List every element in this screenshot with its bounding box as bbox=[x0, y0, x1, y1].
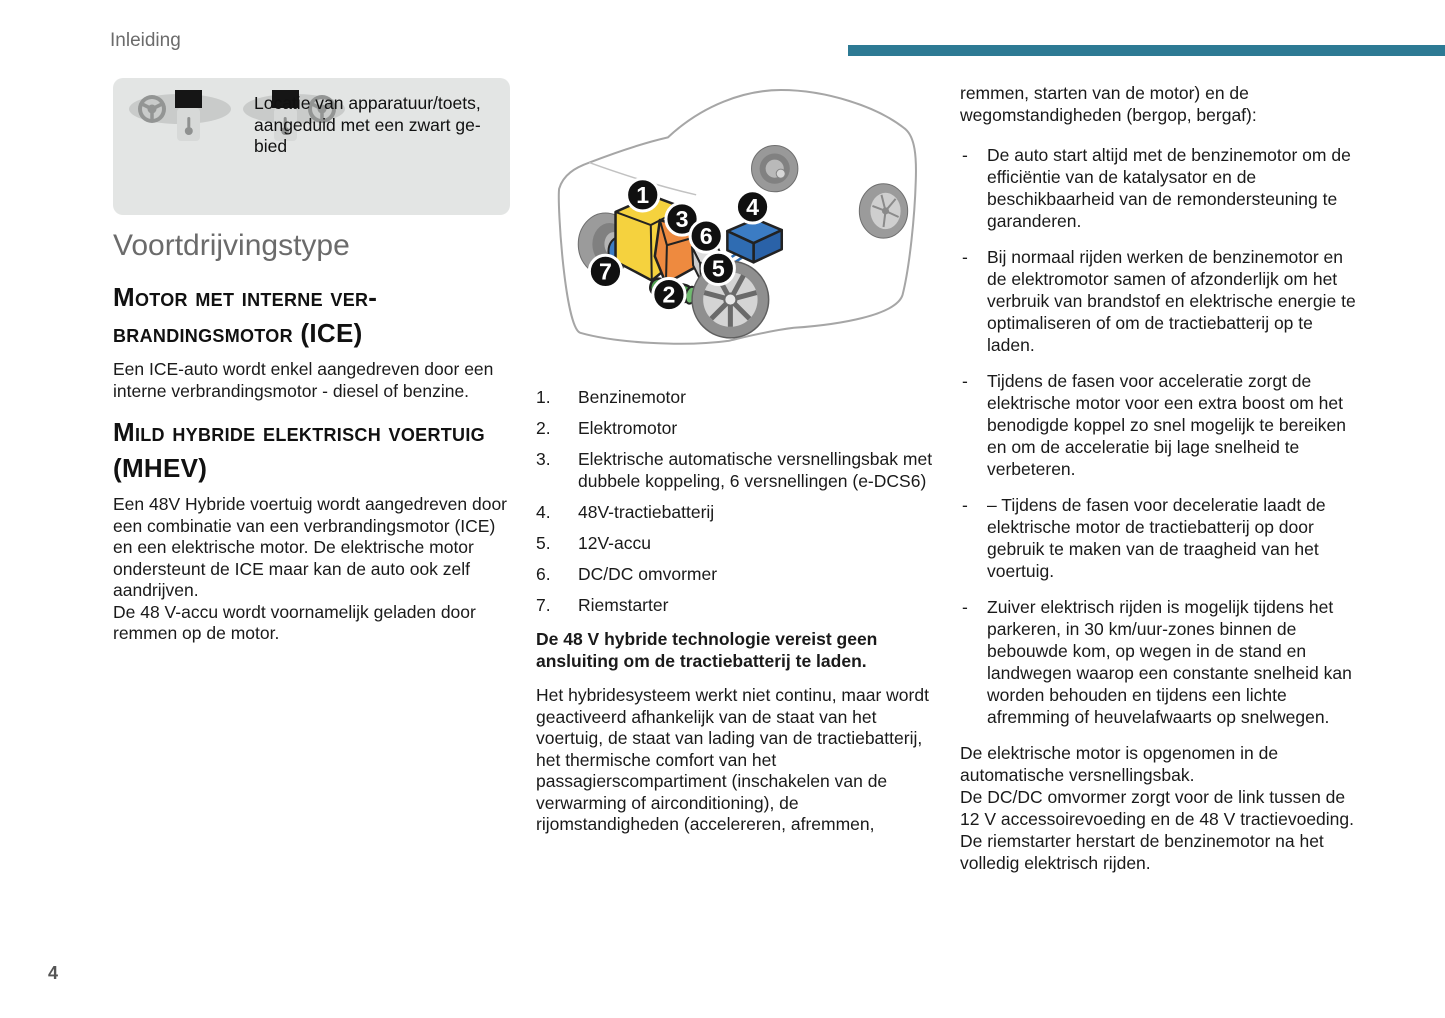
list-label: Riemstarter bbox=[578, 594, 669, 615]
list-item bbox=[536, 595, 940, 617]
callout-6 bbox=[690, 220, 722, 252]
svg-text:5: 5 bbox=[711, 255, 725, 282]
callout-5 bbox=[702, 252, 734, 284]
paragraph-mhev-2: De 48 V-accu wordt voornamelijk geladen door remmen op de motor. bbox=[113, 601, 476, 643]
bullet-dash: - bbox=[962, 247, 968, 267]
svg-text:7: 7 bbox=[599, 258, 612, 285]
list-number: 7. bbox=[536, 594, 551, 615]
right-column bbox=[960, 82, 1362, 874]
list-number: 1. bbox=[536, 387, 551, 407]
left-column bbox=[113, 229, 515, 645]
car-diagram-illustration bbox=[553, 83, 941, 355]
section-header: Inleiding bbox=[110, 30, 181, 51]
closing-paragraphs bbox=[960, 742, 1362, 874]
bullet-item bbox=[960, 370, 1362, 480]
powertrain-diagram bbox=[553, 83, 941, 355]
svg-text:1: 1 bbox=[636, 181, 650, 208]
list-label: Benzinemotor bbox=[578, 387, 686, 407]
callout-4 bbox=[736, 191, 768, 223]
list-label: Elektromotor bbox=[578, 418, 678, 438]
svg-text:2: 2 bbox=[662, 281, 676, 308]
bullet-dash: - bbox=[962, 495, 968, 515]
paragraph-ice: Een ICE-auto wordt enkel aangedreven door een interne verbrandingsmotor - diesel of benzine. bbox=[113, 359, 494, 401]
list-item bbox=[536, 449, 940, 492]
bullet-item bbox=[960, 596, 1362, 728]
steering-wheel-icon bbox=[138, 95, 166, 123]
intro-paragraph: remmen, starten van de motor) en de wegomstandigheden (bergop, bergaf): bbox=[960, 83, 1257, 125]
list-label: 12V-accu bbox=[578, 532, 651, 553]
rear-left-wheel bbox=[752, 145, 798, 191]
list-item bbox=[536, 418, 940, 440]
list-number: 2. bbox=[536, 418, 551, 438]
bullet-dash: - bbox=[962, 145, 968, 165]
closing-line: De elektrische motor is opgenomen in de automatische versnellingsbak. bbox=[960, 743, 1279, 785]
callout-2 bbox=[653, 278, 685, 310]
list-item bbox=[536, 502, 940, 524]
page-number: 4 bbox=[48, 963, 59, 983]
callout-7 bbox=[589, 255, 621, 287]
list-label: Elektrische automatische versnellingsbak met dubbele koppeling, 6 versnellingen (e-DCS6) bbox=[578, 449, 933, 491]
svg-text:6: 6 bbox=[699, 223, 713, 250]
list-number: 4. bbox=[536, 501, 551, 522]
bullet-text: – Tijdens de fasen voor deceleratie laadt de elektrische motor de tractiebatterij op door gebruik te maken van de traagheid van het voertuig. bbox=[987, 495, 1326, 581]
list-number: 5. bbox=[536, 532, 551, 553]
paragraph-mhev-1: Een 48V Hybride voertuig wordt aangedreven door een combinatie van een verbrandingsmotor (ICE) en een elektrische motor. De elektrische motor ondersteunt de ICE maar kan de auto ook zelf aandrijven. bbox=[113, 494, 507, 600]
bullet-item bbox=[960, 494, 1362, 582]
thermometer-icon bbox=[185, 127, 193, 135]
list-label: DC/DC omvormer bbox=[578, 563, 718, 584]
page-title: Voortdrijvingstype bbox=[113, 229, 350, 262]
heading-ice: Motor met interne ver-brandingsmotor (ICE) bbox=[113, 282, 378, 348]
middle-column bbox=[536, 387, 940, 836]
hybrid-system-paragraph: Het hybridesysteem werkt niet continu, maar wordt geactiveerd afhankelijk van de staat van het voertuig, de staat van lading van de tractiebatterij, het thermische comfort van het passagierscompartiment (inschakelen van de verwarming of airconditioning), de rijomstandigheden (accelereren, afremmen, bbox=[536, 685, 929, 834]
heading-mhev: Mild hybride elektrisch voertuig (MHEV) bbox=[113, 417, 485, 483]
callout-1 bbox=[627, 179, 659, 211]
bullet-text: De auto start altijd met de benzinemotor om de efficiëntie van de katalysator en de beschikbaarheid van de remondersteuning te garanderen. bbox=[987, 145, 1351, 231]
closing-line: De riemstarter herstart de benzinemotor na het volledig elektrisch rijden. bbox=[960, 831, 1324, 873]
rear-right-wheel bbox=[859, 184, 907, 238]
bullet-text: Zuiver elektrisch rijden is mogelijk tijdens het parkeren, in 30 km/uur-zones binnen de bebouwde kom, op wegen in de stand en landwegen waarop een constante snelheid kan worden behouden en tijdens een lichte afremming of heuvelafwaarts op snelwegen. bbox=[987, 597, 1352, 727]
equipment-location-marker bbox=[175, 90, 202, 108]
svg-text:4: 4 bbox=[746, 193, 759, 220]
bullet-text: Tijdens de fasen voor acceleratie zorgt de elektrische motor voor een extra boost om het benodigde koppel zo snel mogelijk te bereiken en om de acceleratie bij lage snelheid te verbeteren. bbox=[987, 371, 1346, 479]
bullet-dash: - bbox=[962, 371, 968, 391]
svg-text:3: 3 bbox=[675, 206, 689, 233]
list-label: 48V-tractiebatterij bbox=[578, 501, 715, 522]
bullet-text: Bij normaal rijden werken de benzinemotor en de elektromotor samen of afzonderlijk om het verbruik van brandstof en elektrische energie te optimaliseren of om de tractiebatterij op te laden. bbox=[987, 247, 1356, 355]
bullet-item bbox=[960, 246, 1362, 356]
bullet-item bbox=[960, 144, 1362, 232]
list-item bbox=[536, 387, 940, 409]
accent-bar bbox=[848, 45, 1445, 56]
closing-line: De DC/DC omvormer zorgt voor de link tussen de 12 V accessoirevoeding en de 48 V tractievoeding. bbox=[960, 787, 1355, 829]
list-item bbox=[536, 533, 940, 555]
bold-note: De 48 V hybride technologie vereist geen ansluiting om de tractiebatterij te laden. bbox=[536, 629, 878, 671]
infobox-caption: Locatie van apparatuur/toets, aangeduid met een zwart ge-bied bbox=[254, 93, 481, 156]
list-number: 3. bbox=[536, 449, 551, 469]
bullet-dash: - bbox=[962, 597, 968, 617]
dashboard-lhd-icon bbox=[125, 85, 235, 147]
location-infobox bbox=[113, 78, 510, 215]
list-item bbox=[536, 564, 940, 586]
list-number: 6. bbox=[536, 563, 551, 584]
